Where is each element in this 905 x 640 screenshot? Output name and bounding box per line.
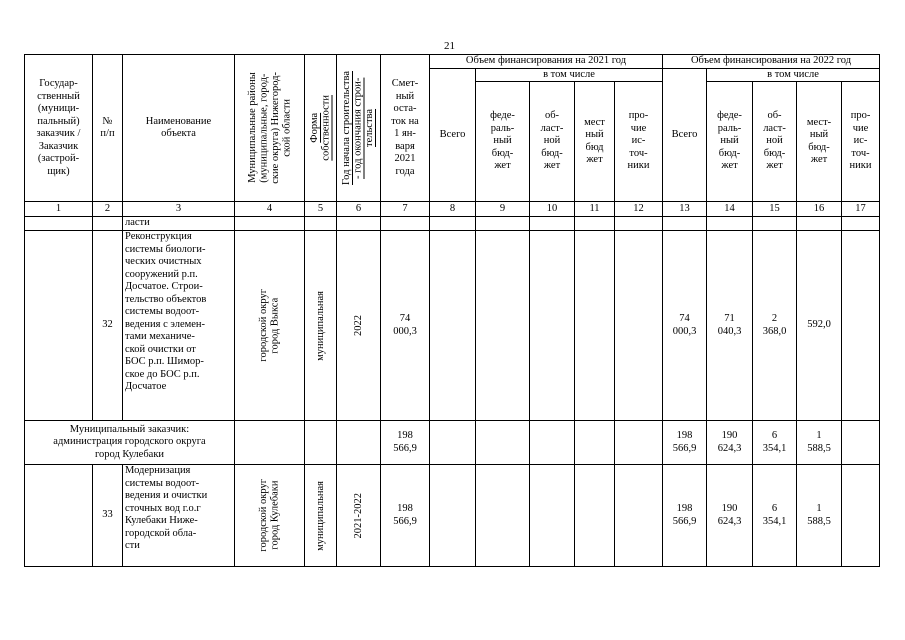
- header-including-2022: в том числе: [707, 68, 880, 82]
- header-federal-2022: федe- раль- ный бюд- жет: [707, 82, 753, 202]
- table-row-customer: [25, 421, 880, 465]
- header-districts-text: Муниципальные районы (муниципальные, город- ские округа) Нижегород- ской области: [246, 72, 292, 184]
- local-2022-value: 1 588,5: [797, 465, 842, 567]
- column-number: 7: [381, 202, 430, 217]
- header-fin-2021: Объем финансирования на 2021 год: [430, 55, 663, 69]
- column-number: 11: [575, 202, 615, 217]
- header-other-2021: про- чие ис- точ- ники: [615, 82, 663, 202]
- header-total-2021: Всего: [430, 68, 476, 202]
- column-number: 15: [753, 202, 797, 217]
- header-federal-2021: федe- раль- ный бюд- жет: [476, 82, 530, 202]
- header-regional-2021: об- ласт- ной бюд- жет: [530, 82, 575, 202]
- column-number: 8: [430, 202, 476, 217]
- header-including-2021: в том числе: [476, 68, 663, 82]
- column-number: 2: [93, 202, 123, 217]
- column-number: 9: [476, 202, 530, 217]
- header-other-2022: про- чие ис- точ- ники: [842, 82, 880, 202]
- object-name: Модернизация системы водоот- ведения и очистки сточных вод г.о.г Кулебаки Ниже- городской обла- сти: [123, 465, 235, 567]
- row-number: 33: [93, 465, 123, 567]
- estimate-value: 198 566,9: [381, 465, 430, 567]
- financing-table: [24, 54, 880, 567]
- years-cell: [337, 231, 381, 421]
- header-years-text: Год начала строительства - год окончания строи- тельства: [341, 71, 376, 185]
- column-number: 4: [235, 202, 305, 217]
- column-number: 6: [337, 202, 381, 217]
- column-number: 16: [797, 202, 842, 217]
- years-cell: [337, 465, 381, 567]
- federal-2022-value: 190 624,3: [707, 465, 753, 567]
- column-number: 12: [615, 202, 663, 217]
- total-2022-value: 74 000,3: [663, 231, 707, 421]
- district-cell: [235, 231, 305, 421]
- column-number: 14: [707, 202, 753, 217]
- years-text: 2021-2022: [352, 492, 364, 539]
- ownership-text: муниципальная: [314, 290, 326, 361]
- header-total-2022: Всего: [663, 68, 707, 202]
- header-local-2021: мест ный бюд жет: [575, 82, 615, 202]
- column-number: 1: [25, 202, 93, 217]
- district-text: городской округ город Кулебаки: [258, 479, 281, 552]
- table-row-carry: [25, 217, 880, 231]
- district-cell: [235, 465, 305, 567]
- object-name: Реконструкция системы биологи- ческих очистных сооружений р.п. Досчатое. Строи- тельство объектов системы водоот- ведения с элемен- тами механиче- ской очистки от БОС р.п. Шимор- ское до БОС р.п. Досчатое: [123, 231, 235, 421]
- column-number-row: [25, 202, 880, 217]
- estimate-value: 74 000,3: [381, 231, 430, 421]
- ownership-cell: [305, 465, 337, 567]
- regional-2022-value: 6 354,1: [753, 465, 797, 567]
- local-2022-value: 592,0: [797, 231, 842, 421]
- header-regional-2022: об- ласт- ной бюд- жет: [753, 82, 797, 202]
- customer-label: Муниципальный заказчик: администрация городского округа город Кулебаки: [25, 421, 235, 465]
- header-local-2022: мест- ный бюд- жет: [797, 82, 842, 202]
- header-object-name: Наименование объекта: [123, 55, 235, 202]
- header-estimate: Смет- ный оста- ток на 1 ян- варя 2021 года: [381, 55, 430, 202]
- ownership-cell: [305, 231, 337, 421]
- header-ownership: [305, 55, 337, 202]
- row-number: 32: [93, 231, 123, 421]
- object-name-tail: ласти: [123, 217, 235, 231]
- column-number: 17: [842, 202, 880, 217]
- column-number: 10: [530, 202, 575, 217]
- table-row-32: [25, 231, 880, 421]
- total-2022-value: 198 566,9: [663, 421, 707, 465]
- years-text: 2022: [352, 315, 364, 336]
- district-text: городской округ город Выкса: [258, 289, 281, 362]
- header-num: № п/п: [93, 55, 123, 202]
- ownership-text: муниципальная: [314, 480, 326, 551]
- header-customer: Государ- ственный (муници- пальный) заказчик / Заказчик (застрой- щик): [25, 55, 93, 202]
- local-2022-value: 1 588,5: [797, 421, 842, 465]
- federal-2022-value: 71 040,3: [707, 231, 753, 421]
- estimate-value: 198 566,9: [381, 421, 430, 465]
- header-ownership-text: Форма собственности: [309, 95, 332, 161]
- total-2022-value: 198 566,9: [663, 465, 707, 567]
- regional-2022-value: 2 368,0: [753, 231, 797, 421]
- column-number: 13: [663, 202, 707, 217]
- header-years: [337, 55, 381, 202]
- regional-2022-value: 6 354,1: [753, 421, 797, 465]
- header-districts: [235, 55, 305, 202]
- table-row-33: [25, 465, 880, 567]
- federal-2022-value: 190 624,3: [707, 421, 753, 465]
- column-number: 5: [305, 202, 337, 217]
- column-number: 3: [123, 202, 235, 217]
- page-number: 21: [444, 40, 455, 52]
- header-fin-2022: Объем финансирования на 2022 год: [663, 55, 880, 69]
